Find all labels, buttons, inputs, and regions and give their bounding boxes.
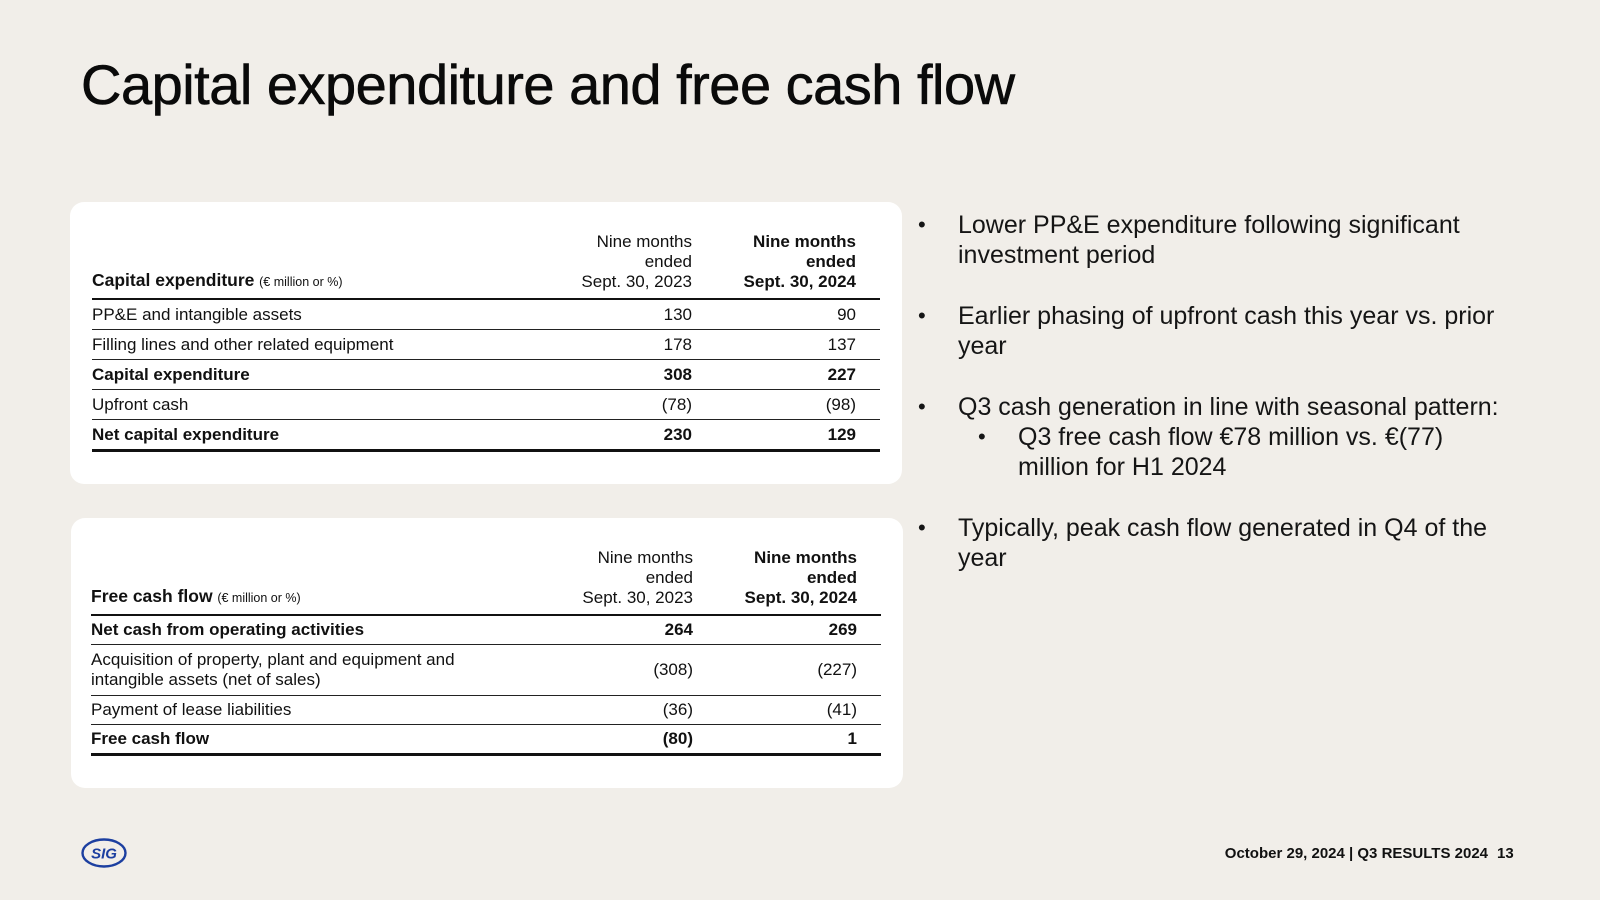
value-2023: 178 [562,330,692,360]
value-2023: (78) [562,390,692,420]
sub-bullet-item [978,422,1518,482]
table-row [91,615,881,645]
capex-table [92,232,880,452]
page-number: 13 [1497,845,1514,862]
logo-text: SIG [91,845,117,863]
sub-bullet-icon: • [978,424,986,449]
row-label: Net cash from operating activities [91,615,563,645]
table-row [91,696,881,725]
value-2023: (80) [563,725,693,755]
row-label: Free cash flow [91,725,563,755]
row-label: Capital expenditure [92,360,562,390]
table-row [92,299,880,330]
row-label: Upfront cash [92,390,562,420]
bullet-text: Lower PP&E expenditure following significant investment period [958,211,1460,269]
value-2024: 269 [693,615,881,645]
fcf-col-2024-header: Nine months ended Sept. 30, 2024 [693,548,881,615]
commentary-bullets [918,210,1518,604]
bullet-text: Q3 cash generation in line with seasonal pattern: [958,393,1499,421]
bullet-icon: • [918,394,926,419]
row-label: Filling lines and other related equipment [92,330,562,360]
page-title: Capital expenditure and free cash flow [81,53,1015,116]
sub-bullet-text: Q3 free cash flow €78 million vs. €(77) million for H1 2024 [1018,423,1444,481]
bullet-item [918,392,1518,482]
capex-table-title: Capital expenditure [92,270,255,290]
bullet-icon: • [918,303,926,328]
footer-date: October 29, 2024 | Q3 RESULTS 2024 [1224,845,1488,862]
capex-col-2023-header: Nine months ended Sept. 30, 2023 [562,232,692,299]
row-label: Net capital expenditure [92,420,562,451]
table-row [91,645,881,696]
value-2023: 308 [562,360,692,390]
bullet-icon: • [918,212,926,237]
capex-col-2024-header: Nine months ended Sept. 30, 2024 [692,232,880,299]
fcf-table [91,548,881,756]
value-2024: (41) [693,696,881,725]
value-2024: (227) [693,645,881,696]
value-2023: (36) [563,696,693,725]
value-2023: 264 [563,615,693,645]
value-2024: 1 [693,725,881,755]
value-2024: (98) [692,390,880,420]
capex-header-row [92,232,880,299]
fcf-table-card [71,518,903,788]
value-2023: 130 [562,299,692,330]
table-row [91,725,881,755]
row-label: Acquisition of property, plant and equipment and intangible assets (net of sales) [91,645,563,696]
bullet-icon: • [918,515,926,540]
table-row [92,420,880,451]
value-2024: 227 [692,360,880,390]
fcf-header-row [91,548,881,615]
bullet-text: Typically, peak cash flow generated in Q4 of the year [958,514,1488,572]
fcf-col-2023-header: Nine months ended Sept. 30, 2023 [563,548,693,615]
value-2024: 90 [692,299,880,330]
bullet-text: Earlier phasing of upfront cash this year vs. prior year [958,302,1495,360]
table-row [92,390,880,420]
sig-logo [81,838,127,868]
value-2024: 129 [692,420,880,451]
capex-table-unit: (€ million or %) [259,275,343,289]
row-label: Payment of lease liabilities [91,696,563,725]
bullet-item [918,513,1518,573]
value-2023: (308) [563,645,693,696]
row-label: PP&E and intangible assets [92,299,562,330]
fcf-table-unit: (€ million or %) [217,591,301,605]
value-2024: 137 [692,330,880,360]
table-row [92,360,880,390]
value-2023: 230 [562,420,692,451]
fcf-table-title: Free cash flow [91,586,213,606]
capex-table-card [70,202,902,484]
bullet-item [918,301,1518,361]
capex-table-title-cell [92,232,562,299]
table-row [92,330,880,360]
fcf-table-title-cell [91,548,563,615]
bullet-item [918,210,1518,270]
